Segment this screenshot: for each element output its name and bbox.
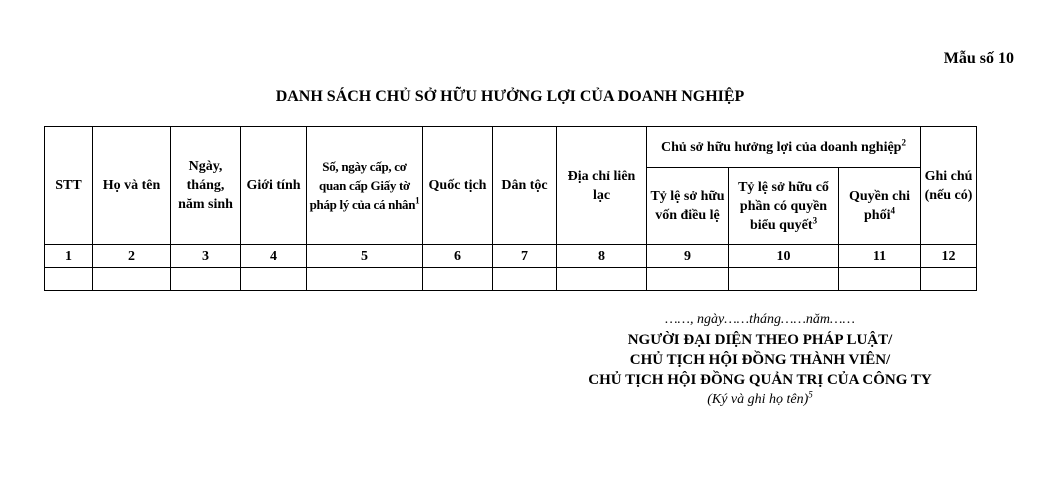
table-cell — [729, 268, 839, 291]
column-number: 12 — [921, 245, 977, 268]
column-number: 10 — [729, 245, 839, 268]
table-cell — [93, 268, 171, 291]
table-row — [45, 268, 977, 291]
table-cell — [45, 268, 93, 291]
header-legal-id-text: Số, ngày cấp, cơ quan cấp Giấy tờ pháp lý của cá nhân — [309, 159, 416, 212]
document-title: DANH SÁCH CHỦ SỞ HỮU HƯỞNG LỢI CỦA DOANH NGHIỆP — [275, 88, 745, 105]
header-voting-ratio — [729, 168, 839, 245]
header-legal-id — [307, 127, 423, 245]
column-number: 11 — [839, 245, 921, 268]
header-voting-ratio-text-b: biểu quyết — [749, 217, 813, 233]
table-cell — [307, 268, 423, 291]
column-number: 6 — [423, 245, 493, 268]
beneficial-owners-table — [44, 126, 977, 291]
table-header-row — [45, 127, 977, 168]
form-number: Mẫu số 10 — [943, 50, 1014, 67]
signature-note — [520, 390, 1000, 410]
footnote-5: 5 — [808, 389, 813, 400]
table-cell — [493, 268, 557, 291]
column-number: 5 — [307, 245, 423, 268]
table-cell — [839, 268, 921, 291]
column-number: 3 — [171, 245, 241, 268]
header-dob: Ngày, tháng, năm sinh — [171, 127, 241, 245]
footnote-2: 2 — [901, 136, 906, 147]
footnote-1: 1 — [415, 195, 420, 206]
header-beneficial-group-text: Chủ sở hữu hưởng lợi của doanh nghiệp — [661, 139, 902, 155]
signatory-title-1: NGƯỜI ĐẠI DIỆN THEO PHÁP LUẬT/ — [627, 332, 893, 348]
signature-block — [520, 310, 1000, 410]
column-number-row — [45, 245, 977, 268]
table-cell — [557, 268, 647, 291]
column-number: 2 — [93, 245, 171, 268]
footnote-4: 4 — [890, 205, 895, 216]
header-control-right — [839, 168, 921, 245]
header-stt: STT — [45, 127, 93, 245]
table-cell — [921, 268, 977, 291]
column-number: 7 — [493, 245, 557, 268]
header-ethnicity: Dân tộc — [493, 127, 557, 245]
column-number: 1 — [45, 245, 93, 268]
signature-note-text: (Ký và ghi họ tên) — [707, 392, 809, 407]
signatory-title-2: CHỦ TỊCH HỘI ĐỒNG THÀNH VIÊN/ — [629, 352, 891, 368]
table-cell — [241, 268, 307, 291]
signatory-title-3: CHỦ TỊCH HỘI ĐỒNG QUẢN TRỊ CỦA CÔNG TY — [588, 372, 932, 388]
header-voting-ratio-text-a: Tỷ lệ sở hữu cổ phần có quyền — [738, 179, 829, 214]
header-control-right-text: Quyền chi phối — [848, 189, 911, 223]
table-cell — [423, 268, 493, 291]
header-gender: Giới tính — [241, 127, 307, 245]
header-note: Ghi chú (nếu có) — [921, 127, 977, 245]
header-nationality: Quốc tịch — [423, 127, 493, 245]
footnote-3: 3 — [812, 214, 818, 225]
header-capital-ratio: Tỷ lệ sở hữu vốn điều lệ — [647, 168, 729, 245]
header-beneficial-group — [647, 127, 921, 168]
column-number: 9 — [647, 245, 729, 268]
column-number: 4 — [241, 245, 307, 268]
header-address: Địa chỉ liên lạc — [557, 127, 647, 245]
column-number: 8 — [557, 245, 647, 268]
signature-date-line: ……, ngày……tháng……năm…… — [665, 312, 855, 327]
header-name: Họ và tên — [93, 127, 171, 245]
table-cell — [647, 268, 729, 291]
table-cell — [171, 268, 241, 291]
